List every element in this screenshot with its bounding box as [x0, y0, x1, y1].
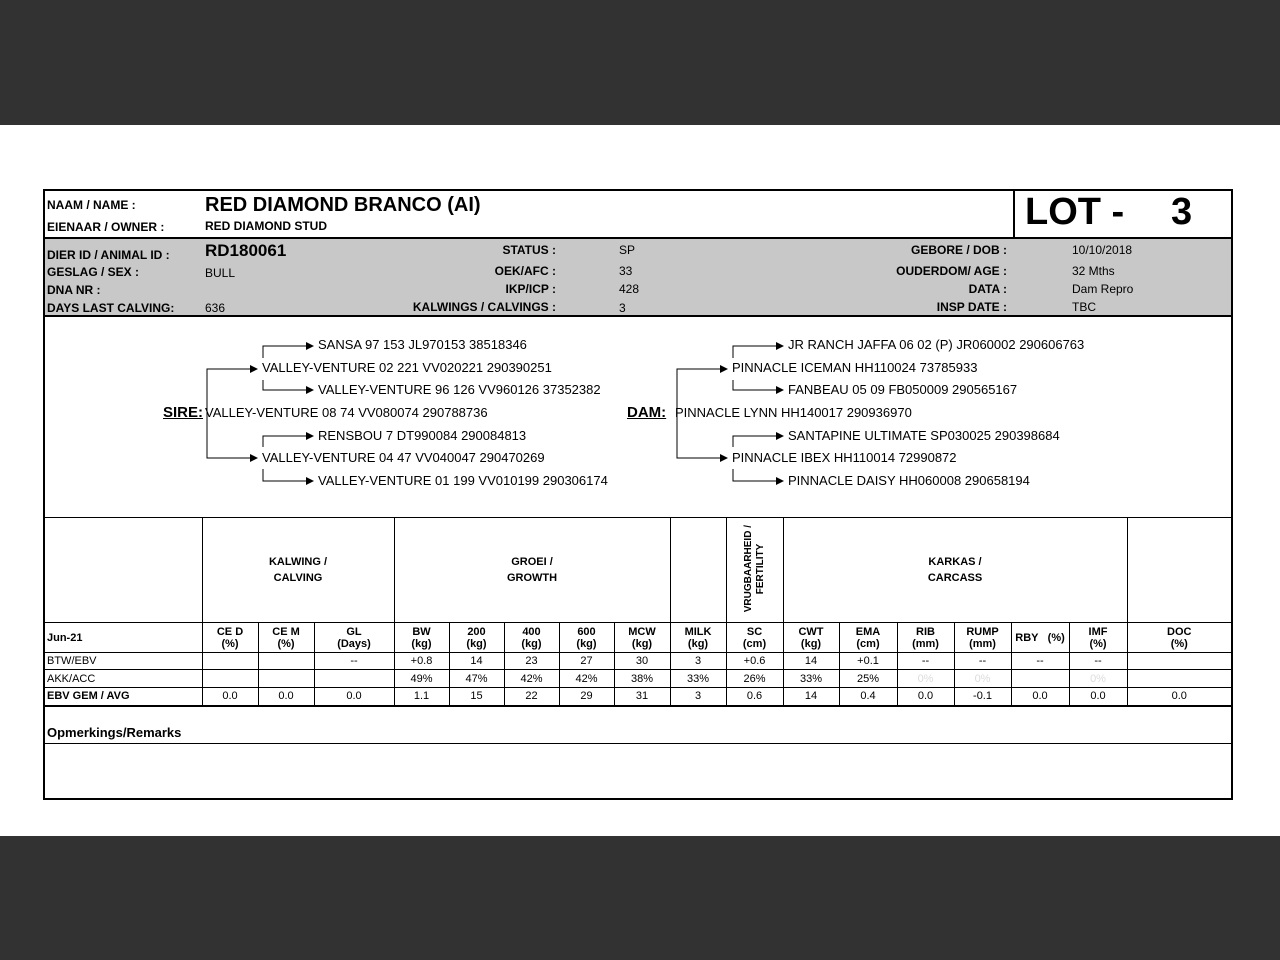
- cell: +0.8: [394, 653, 449, 670]
- afc-value: 33: [619, 264, 633, 278]
- col-ced: [202, 623, 258, 653]
- cell: 1.1: [394, 688, 449, 706]
- cell: 47%: [449, 670, 504, 688]
- calving-group-label-2: CALVING: [273, 572, 323, 584]
- cell: 0.0: [1011, 688, 1069, 706]
- cell: +0.1: [839, 653, 897, 670]
- dam-label: DAM:: [627, 404, 667, 421]
- carcass-group: [783, 518, 1127, 623]
- col-rump: [954, 623, 1011, 653]
- cell: --: [897, 653, 954, 670]
- col-sc: [726, 623, 783, 653]
- ebv-header-row: [45, 623, 1231, 653]
- sire: VALLEY-VENTURE 08 74 VV080074 290788736: [205, 405, 488, 420]
- ebv-group-row: [45, 518, 1231, 623]
- col-unit: (%): [1170, 637, 1188, 650]
- cell: 29: [559, 688, 614, 706]
- dna-label: DNA NR :: [47, 283, 101, 297]
- col-name: 600: [577, 625, 596, 638]
- age-value: 32 Mths: [1072, 264, 1115, 278]
- col-unit: (mm): [912, 637, 939, 650]
- cell: 30: [614, 653, 670, 670]
- cell: [202, 670, 258, 688]
- sex-label: GESLAG / SEX :: [47, 265, 140, 279]
- cell: [1127, 653, 1231, 670]
- cell: 3: [670, 653, 726, 670]
- col-name: 200: [467, 625, 486, 638]
- col-imf: [1069, 623, 1127, 653]
- cell: 0.0: [202, 688, 258, 706]
- data-value: Dam Repro: [1072, 282, 1134, 296]
- cell: 0.0: [1069, 688, 1127, 706]
- col-name: CE D: [216, 625, 244, 638]
- col-unit: (cm): [856, 637, 880, 650]
- dam-dam-sire: SANTAPINE ULTIMATE SP030025 290398684: [788, 428, 1060, 443]
- cell: 14: [449, 653, 504, 670]
- doc-group: [1127, 518, 1231, 623]
- col-name: CWT: [798, 625, 824, 638]
- col-name: RBY: [1015, 631, 1039, 644]
- cell: 0.0: [1127, 688, 1231, 706]
- row-label: BTW/EBV: [45, 653, 202, 670]
- insp-date-label: INSP DATE :: [936, 300, 1007, 314]
- calvings-label: KALWINGS / CALVINGS :: [412, 300, 556, 314]
- cell: 33%: [783, 670, 839, 688]
- sire-dam-dam: VALLEY-VENTURE 01 199 VV010199 290306174: [318, 473, 608, 488]
- row-label: AKK/ACC: [45, 670, 202, 688]
- cell: 0.6: [726, 688, 783, 706]
- sire-sire-sire: SANSA 97 153 JL970153 38518346: [318, 337, 527, 352]
- afc-label: OEK/AFC :: [494, 264, 556, 278]
- sire-dam-sire: RENSBOU 7 DT990084 290084813: [318, 428, 527, 443]
- milk-group: [670, 518, 726, 623]
- col-bw: [394, 623, 449, 653]
- ebv-row-btw: [45, 653, 1231, 670]
- carcass-group-label-2: CARCASS: [927, 572, 983, 584]
- col-400: [504, 623, 559, 653]
- cell: 15: [449, 688, 504, 706]
- cell: 14: [783, 688, 839, 706]
- status-value: SP: [619, 243, 636, 257]
- cell: 0%: [1069, 670, 1127, 688]
- ebv-row-avg: [45, 688, 1231, 706]
- cell: [314, 670, 394, 688]
- dob-value: 10/10/2018: [1072, 243, 1133, 257]
- info-band: [45, 237, 1231, 317]
- lot-number: 3: [1171, 191, 1193, 233]
- ebv-date: Jun-21: [45, 623, 202, 653]
- status-label: STATUS :: [502, 243, 556, 257]
- page-paper: [0, 125, 1280, 836]
- calving-group: [202, 518, 394, 623]
- dam-sire-sire: JR RANCH JAFFA 06 02 (P) JR060002 290606763: [788, 337, 1085, 352]
- remarks-header: [45, 715, 1231, 744]
- sire-dam: VALLEY-VENTURE 04 47 VV040047 290470269: [262, 450, 545, 465]
- col-name: 400: [522, 625, 541, 638]
- col-unit: (cm): [742, 637, 767, 650]
- sire-sire-dam: VALLEY-VENTURE 96 126 VV960126 37352382: [318, 382, 601, 397]
- cell: 0.4: [839, 688, 897, 706]
- cell: 27: [559, 653, 614, 670]
- col-unit: (%): [221, 637, 239, 650]
- col-cwt: [783, 623, 839, 653]
- cell: -0.1: [954, 688, 1011, 706]
- col-doc: [1127, 623, 1231, 653]
- cell: 22: [504, 688, 559, 706]
- col-ema: [839, 623, 897, 653]
- cell: [258, 653, 314, 670]
- calvings-value: 3: [619, 301, 626, 315]
- cell: 33%: [670, 670, 726, 688]
- cell: [1127, 670, 1231, 688]
- remarks-label: Opmerkings/Remarks: [47, 725, 182, 740]
- fertility-group-label: [743, 525, 767, 612]
- col-name: DOC: [1167, 625, 1192, 638]
- cell: 31: [614, 688, 670, 706]
- carcass-group-label-1: KARKAS /: [928, 556, 982, 568]
- cell: 26%: [726, 670, 783, 688]
- col-unit: (kg): [800, 637, 822, 650]
- col-unit: (%): [277, 637, 295, 650]
- cell: --: [1011, 653, 1069, 670]
- icp-value: 428: [619, 282, 640, 296]
- name-label: NAAM / NAME :: [47, 198, 136, 212]
- ebv-corner: [45, 518, 202, 623]
- cell: 38%: [614, 670, 670, 688]
- col-unit: (mm): [969, 637, 996, 650]
- ebv-table: [45, 517, 1231, 707]
- cell: [202, 653, 258, 670]
- col-name: MILK: [684, 625, 712, 638]
- col-name: BW: [412, 625, 431, 638]
- sire-label: SIRE:: [163, 404, 204, 421]
- cell: [1011, 670, 1069, 688]
- col-rib: [897, 623, 954, 653]
- growth-group: [394, 518, 670, 623]
- dam-sire-dam: FANBEAU 05 09 FB050009 290565167: [788, 382, 1018, 397]
- days-last-calving-value: 636: [205, 301, 226, 315]
- col-600: [559, 623, 614, 653]
- cell: 42%: [504, 670, 559, 688]
- cell: 0%: [954, 670, 1011, 688]
- col-name: EMA: [855, 625, 881, 638]
- cell: --: [1069, 653, 1127, 670]
- cell: [258, 670, 314, 688]
- col-name: SC: [746, 625, 763, 638]
- lot-box: [1013, 191, 1231, 237]
- dob-label: GEBORE / DOB :: [910, 243, 1007, 257]
- animal-name: RED DIAMOND BRANCO (AI): [205, 194, 481, 216]
- col-name: RUMP: [966, 625, 999, 638]
- cell: --: [314, 653, 394, 670]
- col-name: IMF: [1088, 625, 1108, 638]
- cell: 0.0: [258, 688, 314, 706]
- col-unit: (kg): [576, 637, 597, 650]
- col-gl: [314, 623, 394, 653]
- cell: --: [954, 653, 1011, 670]
- col-rby: [1011, 623, 1069, 653]
- insp-date-value: TBC: [1072, 300, 1096, 314]
- cell: 0%: [897, 670, 954, 688]
- lot-label: LOT -: [1025, 191, 1125, 233]
- col-name: CE M: [272, 625, 300, 638]
- col-unit: (kg): [411, 637, 432, 650]
- dam-dam-dam: PINNACLE DAISY HH060008 290658194: [788, 473, 1030, 488]
- col-name: GL: [346, 625, 362, 638]
- cell: 23: [504, 653, 559, 670]
- ebv-row-acc: [45, 670, 1231, 688]
- col-unit: (kg): [521, 637, 542, 650]
- dam: PINNACLE LYNN HH140017 290936970: [675, 405, 912, 420]
- row-label: EBV GEM / AVG: [45, 688, 202, 706]
- col-name: MCW: [628, 625, 656, 638]
- cell: 49%: [394, 670, 449, 688]
- col-unit: (kg): [687, 637, 709, 650]
- col-name: RIB: [916, 625, 935, 638]
- days-last-calving-label: DAYS LAST CALVING:: [47, 301, 175, 315]
- fertility-group: [726, 518, 783, 623]
- col-unit: (kg): [631, 637, 653, 650]
- cell: 14: [783, 653, 839, 670]
- remarks-area: [45, 744, 1231, 798]
- fertility-label-2: FERTILITY: [754, 543, 766, 594]
- growth-group-label-1: GROEI /: [511, 556, 553, 568]
- animal-id-label: DIER ID / ANIMAL ID :: [47, 248, 170, 262]
- growth-group-label-2: GROWTH: [506, 572, 558, 584]
- age-label: OUDERDOM/ AGE :: [896, 264, 1007, 278]
- cell: 0.0: [897, 688, 954, 706]
- cell: 0.0: [314, 688, 394, 706]
- cell: 3: [670, 688, 726, 706]
- owner-value: RED DIAMOND STUD: [205, 219, 327, 233]
- cell: 25%: [839, 670, 897, 688]
- sire-sire: VALLEY-VENTURE 02 221 VV020221 290390251: [262, 360, 552, 375]
- cell: 42%: [559, 670, 614, 688]
- col-unit: (%): [1047, 631, 1065, 644]
- cell: +0.6: [726, 653, 783, 670]
- col-cem: [258, 623, 314, 653]
- dam-sire: PINNACLE ICEMAN HH110024 73785933: [732, 360, 978, 375]
- calving-group-label-1: KALWING /: [268, 556, 328, 568]
- col-200: [449, 623, 504, 653]
- data-label: DATA :: [968, 282, 1007, 296]
- icp-label: IKP/ICP :: [505, 282, 556, 296]
- col-milk: [670, 623, 726, 653]
- dam-dam: PINNACLE IBEX HH110014 72990872: [732, 450, 957, 465]
- fertility-label-1: VRUGBAARHEID /: [742, 524, 754, 613]
- col-mcw: [614, 623, 670, 653]
- col-unit: (kg): [466, 637, 487, 650]
- owner-label: EIENAAR / OWNER :: [47, 220, 165, 234]
- col-unit: (%): [1089, 637, 1107, 650]
- col-unit: (Days): [337, 637, 371, 650]
- lot-card: [43, 189, 1233, 800]
- sex-value: BULL: [205, 266, 236, 280]
- animal-id-value: RD180061: [205, 241, 287, 260]
